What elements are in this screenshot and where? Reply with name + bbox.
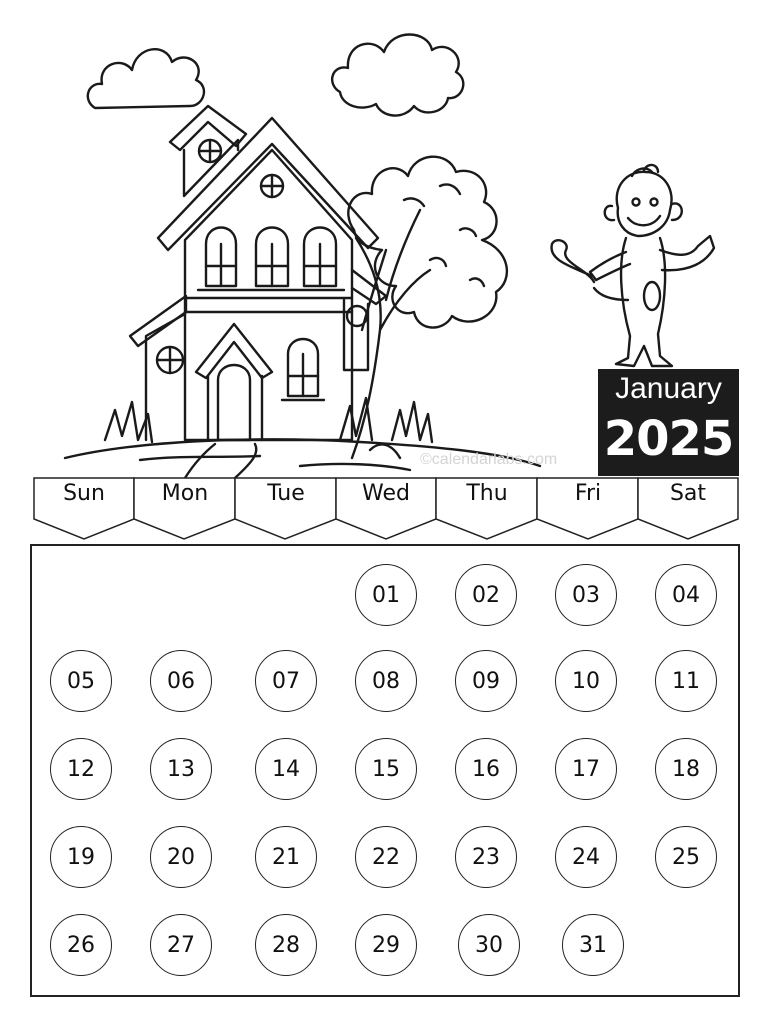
day-cell: 08 [355,650,417,712]
month-year-label [598,369,739,476]
day-cell: 01 [355,564,417,626]
day-cell: 13 [150,738,212,800]
day-cell: 30 [458,914,520,976]
day-cell: 05 [50,650,112,712]
day-cell: 11 [655,650,717,712]
monkey-icon [552,165,714,366]
day-cell: 26 [50,914,112,976]
weekday-fri: Fri [574,481,602,506]
watermark: ©calendarlabs.com [420,451,558,468]
day-cell: 20 [150,826,212,888]
cloud-icon [88,49,204,108]
year: 2025 [603,411,734,467]
day-cell: 25 [655,826,717,888]
day-cell: 04 [655,564,717,626]
weekday-thu: Thu [466,481,508,506]
day-cell: 09 [455,650,517,712]
day-cell: 21 [255,826,317,888]
day-cell: 22 [355,826,417,888]
tree [352,210,430,458]
day-cell: 29 [355,914,417,976]
day-cell: 02 [455,564,517,626]
day-cell: 15 [355,738,417,800]
day-cell: 18 [655,738,717,800]
day-cell: 17 [555,738,617,800]
weekday-sun: Sun [63,481,105,506]
weekday-tue: Tue [267,481,305,506]
weekday-mon: Mon [161,481,209,506]
day-cell: 06 [150,650,212,712]
day-cell: 12 [50,738,112,800]
house [185,150,352,440]
day-cell: 27 [150,914,212,976]
day-cell: 10 [555,650,617,712]
day-cell: 31 [562,914,624,976]
cloud-icon [332,35,463,116]
day-cell: 28 [255,914,317,976]
day-cell: 14 [255,738,317,800]
day-cell: 16 [455,738,517,800]
day-cell: 23 [455,826,517,888]
month-name: January [615,372,722,405]
day-cell: 07 [255,650,317,712]
day-cell: 19 [50,826,112,888]
weekday-sat: Sat [669,481,707,506]
day-cell: 03 [555,564,617,626]
weekday-wed: Wed [362,481,410,506]
day-cell: 24 [555,826,617,888]
